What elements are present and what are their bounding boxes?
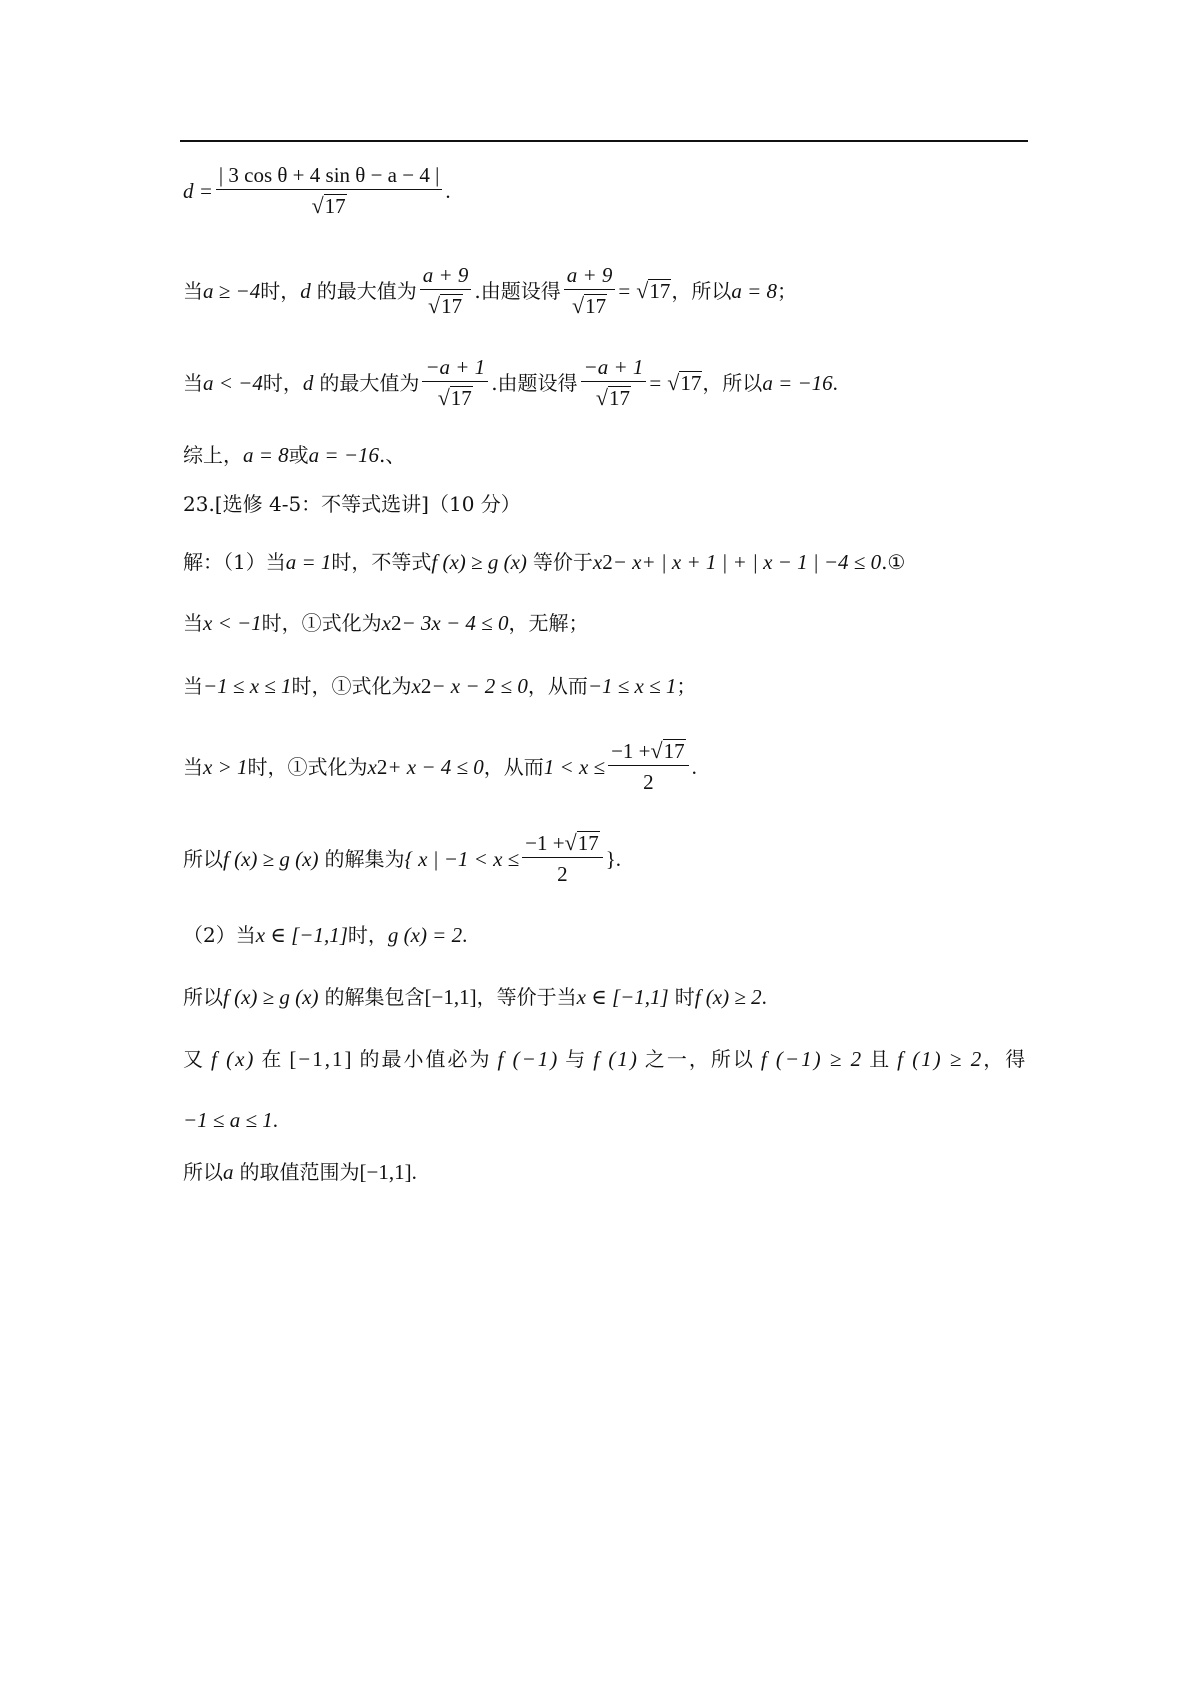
inequality: f (x) ≥ g (x)	[431, 550, 527, 574]
text: ；	[676, 674, 697, 698]
text: ，等价于当	[476, 985, 577, 1009]
d-eq: d =	[183, 178, 213, 203]
result: f (x) ≥ 2	[694, 985, 762, 1009]
equals: =	[649, 370, 662, 395]
problem-23-heading	[183, 490, 521, 518]
line-part2-minimum	[183, 1045, 1027, 1073]
text: 且	[869, 1047, 892, 1071]
text: ，得	[983, 1047, 1028, 1071]
var-d: d	[300, 278, 311, 303]
header-rule	[180, 140, 1028, 142]
text: .由题设得	[491, 370, 578, 395]
text: 时，不等式	[331, 550, 432, 574]
condition: x ∈ [−1,1]	[255, 923, 348, 947]
text: 之一，所以	[644, 1047, 755, 1071]
text: 与	[565, 1047, 588, 1071]
expression: − 3x − 4 ≤ 0	[401, 611, 509, 635]
text: ，从而	[527, 674, 588, 698]
line-case-a-ge	[183, 262, 797, 319]
condition: x < −1	[203, 611, 262, 635]
fraction-numerator: | 3 cos θ + 4 sin θ − a − 4 |	[216, 162, 442, 190]
fraction: −a + 1 √ 17	[422, 354, 488, 411]
text: 时	[674, 985, 695, 1009]
result: g (x) = 2	[387, 923, 463, 947]
text: .	[615, 846, 622, 871]
expression: − x − 2 ≤ 0	[431, 674, 528, 698]
text: 所以	[183, 1160, 223, 1184]
text: ，无解；	[508, 611, 589, 635]
line-part2-intro	[183, 921, 467, 949]
line-conclusion-1	[183, 441, 405, 469]
line-part2-equivalence	[183, 983, 767, 1011]
text: ，所以	[671, 278, 732, 303]
line-case-a-lt	[183, 354, 838, 411]
text: （2）当	[183, 923, 256, 947]
set-open: { x | −1 < x ≤	[404, 846, 520, 871]
var-x: x	[367, 754, 377, 779]
text: 时，	[262, 370, 303, 395]
text: .	[832, 370, 838, 395]
text: 当	[183, 754, 203, 779]
interval: [−1,1]	[289, 1047, 354, 1071]
expression: − x+ | x + 1 | + | x − 1 | −4 ≤ 0	[612, 550, 882, 574]
condition: x ∈ [−1,1]	[576, 985, 669, 1009]
text: ；	[777, 278, 797, 303]
line-distance-formula	[183, 162, 451, 219]
text: 所以	[183, 846, 223, 871]
line-case-x-gt: 当 x > 1 时，①式化为 x 2 + x − 4 ≤ 0 ，从而 1 < x ≤ −1 + √ 17 2 .	[183, 738, 697, 794]
text: .	[761, 985, 767, 1009]
text: 或	[288, 443, 309, 467]
text: 的解集为	[324, 846, 405, 871]
text: 所以	[183, 985, 223, 1009]
condition: a = 1	[285, 550, 332, 574]
condition-2: f (1) ≥ 2	[897, 1047, 984, 1071]
text: 的最小值必为	[359, 1047, 492, 1071]
equals: =	[618, 278, 631, 303]
text: 时，①式化为	[247, 754, 368, 779]
result: −1 ≤ a ≤ 1	[183, 1108, 273, 1132]
text: 又	[183, 1047, 205, 1071]
f-neg-one: f (−1)	[497, 1047, 560, 1071]
text: 时，①式化为	[261, 611, 382, 635]
sqrt: √ 17	[311, 193, 346, 218]
line-case-x-between: 当 −1 ≤ x ≤ 1 时，①式化为 x 2 − x − 2 ≤ 0 ，从而 −1 ≤ x ≤ 1 ；	[183, 674, 697, 698]
result: a = −16	[762, 370, 833, 395]
sqrt: √ 17	[636, 278, 671, 303]
condition: x > 1	[203, 754, 248, 779]
fraction-denominator	[312, 190, 347, 219]
result: a = 8	[731, 278, 777, 303]
result: −1 ≤ x ≤ 1	[587, 674, 677, 698]
text: 的取值范围为	[239, 1160, 360, 1184]
inequality: f (x) ≥ g (x)	[223, 985, 319, 1009]
text: .由题设得	[474, 278, 561, 303]
line-part1-intro: 解：（1）当 a = 1 时，不等式 f (x) ≥ g (x) 等价于 x 2 − x+ | x + 1 | + | x − 1 | −4 ≤ 0 .①	[183, 550, 906, 574]
sqrt: √ 17	[667, 370, 702, 395]
text: .	[462, 923, 468, 947]
condition: −1 ≤ x ≤ 1	[203, 674, 292, 698]
line-solution-set	[183, 830, 621, 887]
text: 的解集包含	[324, 985, 425, 1009]
text: .	[411, 1160, 417, 1184]
text: .①	[881, 550, 906, 574]
fraction: −1 + √ 17 2	[608, 738, 689, 795]
text: 时，①式化为	[291, 674, 412, 698]
text: .、	[379, 443, 406, 467]
fraction: a + 9 √ 17	[420, 262, 472, 319]
interval: [−1,1]	[359, 1160, 412, 1184]
var-x: x	[411, 674, 421, 698]
fx: f (x)	[211, 1047, 256, 1071]
line-final-answer	[183, 1158, 417, 1186]
set-close: }	[605, 846, 616, 871]
period: .	[445, 178, 451, 203]
text: 当	[183, 674, 203, 698]
result: 1 < x ≤	[543, 754, 606, 779]
fraction: −a + 1 √ 17	[581, 354, 647, 411]
var-x: x	[592, 550, 603, 574]
text: ，所以	[702, 370, 763, 395]
text: 时，	[347, 923, 388, 947]
text: 综上，	[183, 443, 243, 467]
text: 当	[183, 611, 203, 635]
f-one: f (1)	[593, 1047, 639, 1071]
text: 的最大值为	[316, 278, 417, 303]
text: .	[691, 754, 697, 779]
line-part2-result	[183, 1106, 278, 1134]
inequality: f (x) ≥ g (x)	[223, 846, 319, 871]
value-b: a = −16	[308, 443, 380, 467]
text: 等价于	[532, 550, 593, 574]
line-case-x-lt: 当 x < −1 时，①式化为 x 2 − 3x − 4 ≤ 0 ，无解；	[183, 611, 589, 635]
text: 当	[183, 278, 203, 303]
text: 的最大值为	[319, 370, 420, 395]
fraction: −1 + √ 17 2	[522, 830, 603, 887]
condition: a ≥ −4	[203, 278, 261, 303]
condition: a < −4	[203, 370, 263, 395]
text: 解：（1）当	[183, 550, 286, 574]
text: 当	[183, 370, 203, 395]
condition-1: f (−1) ≥ 2	[760, 1047, 864, 1071]
distance-fraction	[216, 162, 442, 219]
text: .	[272, 1108, 278, 1132]
fraction: a + 9 √ 17	[564, 262, 616, 319]
text: 在	[261, 1047, 284, 1071]
text: 时，	[260, 278, 301, 303]
text: ，从而	[483, 754, 544, 779]
heading-text: 23.[选修 4-5：不等式选讲]（10 分）	[183, 492, 521, 516]
value-a: a = 8	[243, 443, 289, 467]
interval: [−1,1]	[424, 985, 477, 1009]
var-a: a	[223, 1160, 234, 1184]
var-x: x	[381, 611, 391, 635]
expression: + x − 4 ≤ 0	[387, 754, 484, 779]
var-d: d	[302, 370, 314, 395]
